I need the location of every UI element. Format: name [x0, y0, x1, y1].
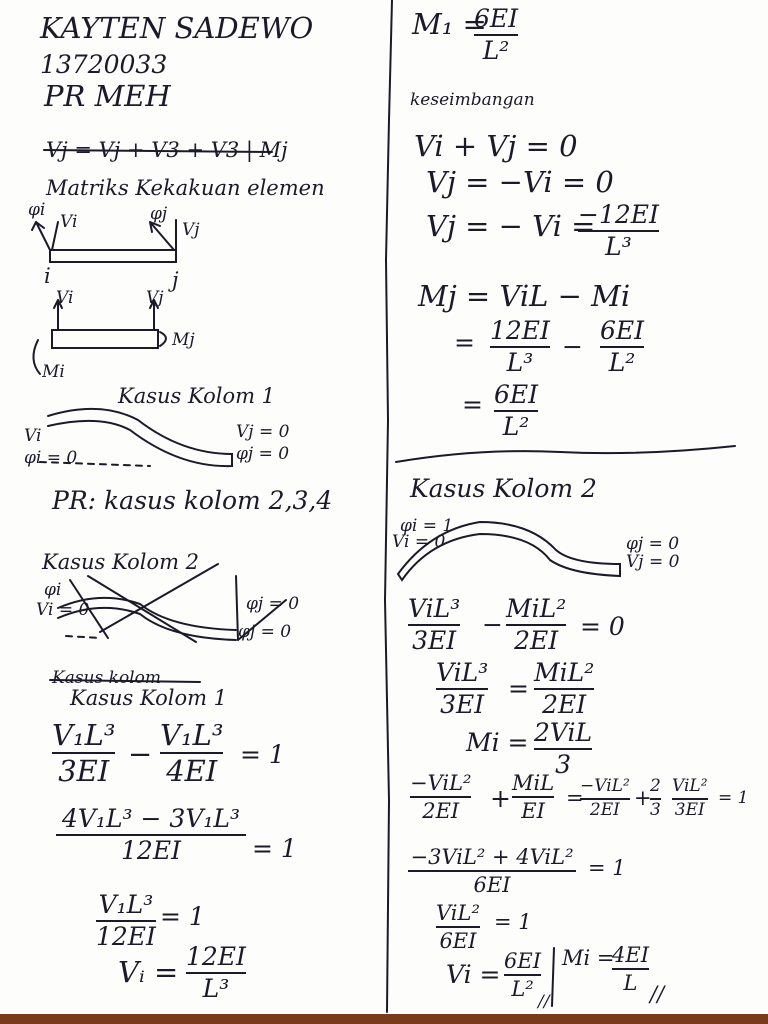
- eq3-rhs: = 1: [160, 902, 205, 931]
- r4-plus: +: [490, 784, 511, 813]
- case1-title: Kasus Kolom 1: [118, 384, 276, 408]
- page-divider: [385, 0, 392, 1012]
- sketch-title: Kasus Kolom 2: [42, 550, 200, 574]
- label-v-i-2: Vi: [56, 288, 74, 308]
- author-name: KAYTEN SADEWO: [40, 11, 314, 45]
- page-bottom-edge: [0, 1014, 768, 1024]
- struck-line: Vj = Vj + V3 + V3 | Mj: [46, 138, 288, 162]
- m1-frac: 6EI L²: [474, 4, 519, 66]
- sketch-vi: Vi = 0: [36, 600, 90, 620]
- eq2: 4V₁L³ − 3V₁L³ 12EI: [56, 806, 246, 865]
- eq4-frac: 12EI L³: [186, 942, 246, 1004]
- r7-frac: 6EI L²: [504, 949, 541, 1002]
- r6-rhs: = 1: [494, 910, 532, 934]
- eq-c-frac: −12EI L³: [578, 200, 659, 262]
- r1-term2: MiL² 2EI: [506, 594, 567, 656]
- student-id: 13720033: [40, 50, 168, 79]
- label-m-j: Mj: [172, 330, 195, 350]
- eq3: V₁L³ 12EI: [96, 890, 156, 952]
- r4-eq: =: [566, 786, 584, 810]
- r1-rhs: = 0: [580, 612, 625, 641]
- eq-e-eq: =: [454, 328, 475, 357]
- eq-b: Vj = −Vi = 0: [426, 165, 614, 199]
- eq2-rhs: = 1: [252, 834, 297, 863]
- case1b-title: Kasus Kolom 1: [70, 686, 228, 710]
- label-phi-i: φi: [28, 200, 46, 220]
- r7-mark2: //: [650, 982, 665, 1006]
- eq-f-frac: 6EI L²: [494, 380, 539, 442]
- case1-vj: Vj = 0: [236, 422, 290, 442]
- case1-phi-i: φi = 0: [24, 448, 78, 468]
- label-m-i: Mi: [42, 362, 65, 382]
- subject: PR MEH: [44, 79, 171, 113]
- label-v-i: Vi: [60, 212, 78, 232]
- node-i: i: [44, 264, 51, 288]
- sketch-phi-i: φi: [44, 580, 62, 600]
- case2-vj: Vj = 0: [626, 552, 680, 572]
- r2-term2: MiL² 2EI: [534, 658, 595, 720]
- r4-plus2: +: [634, 786, 652, 810]
- node-j: j: [172, 268, 179, 292]
- case1-phi-j: φj = 0: [236, 444, 290, 464]
- r2-eq: =: [508, 674, 529, 703]
- beam-2: [52, 330, 158, 348]
- m1-lhs: M₁ =: [412, 7, 487, 41]
- eq-a: Vi + Vj = 0: [414, 129, 578, 163]
- r3-frac: 2ViL 3: [534, 718, 593, 780]
- eq1-rhs: = 1: [240, 740, 285, 769]
- case2-vi: Vi = 0: [392, 532, 446, 552]
- r1-term1: ViL³ 3EI: [408, 594, 461, 656]
- r4-term2: MiL EI: [512, 771, 555, 824]
- eq1-term1: V₁L³ 3EI: [52, 718, 116, 789]
- r2-term1: ViL³ 3EI: [436, 658, 489, 720]
- beam-1: [50, 250, 176, 262]
- r7-lhs: Vi =: [446, 960, 501, 989]
- r6-frac: ViL² 6EI: [436, 901, 480, 954]
- eq-f-eq: =: [462, 390, 483, 419]
- section-divider: [396, 446, 735, 462]
- eq-d: Mj = ViL − Mi: [418, 279, 631, 313]
- r1-minus: −: [482, 610, 503, 639]
- r7-mark: //: [538, 992, 550, 1012]
- eq-e-term2: 6EI L²: [600, 316, 645, 378]
- homework-note: PR: kasus kolom 2,3,4: [52, 486, 333, 515]
- label-v-j: Vj: [182, 220, 200, 240]
- r4-term3: −ViL² 2EI: [580, 776, 630, 820]
- label-phi-j: φj: [150, 204, 168, 224]
- case1-vi: Vi: [24, 426, 42, 446]
- eq-e-minus: −: [562, 332, 583, 361]
- eq1-term2: V₁L³ 4EI: [160, 718, 224, 789]
- case2-phi-i: φi = 1: [400, 516, 454, 536]
- matrix-heading: Matriks Kekakuan elemen: [46, 176, 325, 200]
- r5-frac: −3ViL² + 4ViL² 6EI: [408, 846, 576, 896]
- case2-phi-j: φj = 0: [626, 534, 680, 554]
- balance-heading: keseimbangan: [410, 90, 535, 110]
- r4-coef: 2 3: [650, 776, 661, 820]
- r4-term4: ViL² 3EI: [672, 776, 708, 820]
- case2-title: Kasus Kolom 2: [410, 474, 597, 503]
- eq-e-term1: 12EI L³: [490, 316, 550, 378]
- eq4-lhs: Vᵢ =: [118, 955, 179, 989]
- sketch-phi-j-2: φj = 0: [238, 622, 292, 642]
- struck-case: Kasus kolom: [52, 668, 161, 688]
- r4-rhs: = 1: [718, 788, 749, 808]
- r4-term1: −ViL² 2EI: [410, 771, 472, 824]
- label-v-j-2: Vj: [146, 288, 164, 308]
- eq1-minus: −: [128, 737, 153, 771]
- r7-frac2: 4EI L: [612, 943, 649, 996]
- r5-rhs: = 1: [588, 856, 626, 880]
- r3-lhs: Mi =: [466, 728, 529, 757]
- sketch-phi-j: φj = 0: [246, 594, 300, 614]
- eq-c-lhs: Vj = − Vi =: [426, 209, 596, 243]
- r7-lhs2: Mi =: [562, 946, 615, 970]
